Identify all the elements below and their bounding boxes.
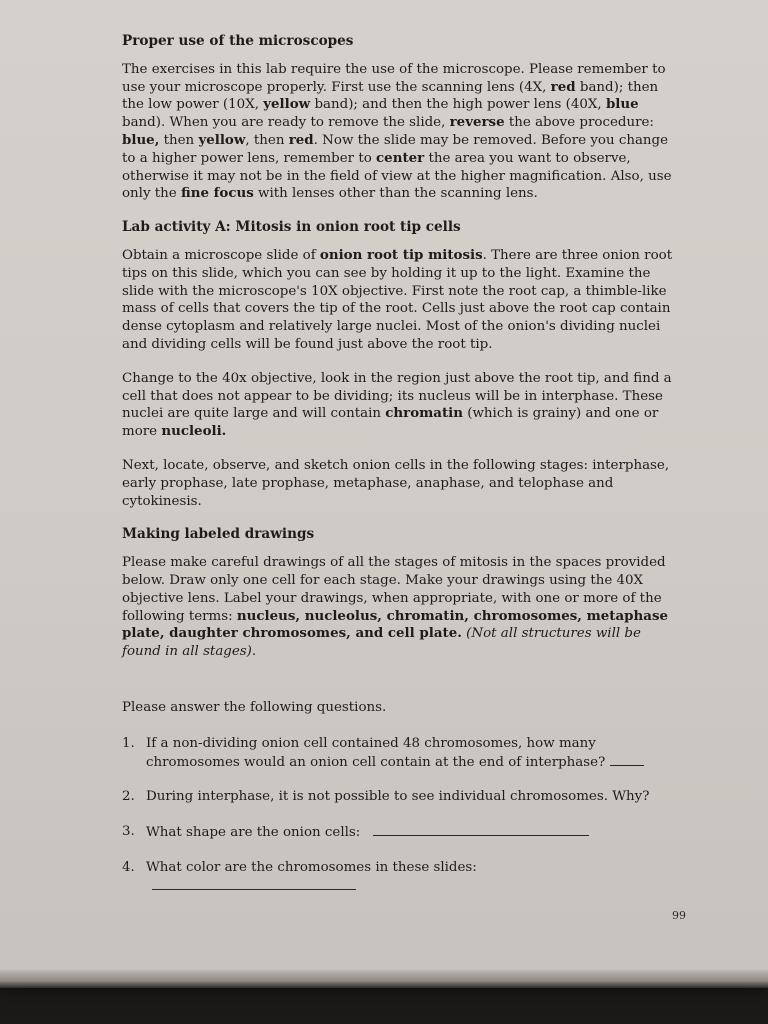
answer-blank-4 xyxy=(152,877,356,890)
page-edge xyxy=(0,970,768,988)
text-run: . There are three onion root tips on this slide, which you can see by holding it up to the light. Examine the slide with the microscope's 10X objective. First note the root cap, a thimble-like mass of cells that covers the tip of the root. Cells just above the root cap contain dense cytoplasm and relatively large nuclei. Most of the onion's dividing nuclei and dividing cells will be found just above the root tip. xyxy=(122,247,673,352)
bold-term: chromatin xyxy=(385,405,463,422)
text-run: (which is grainy) and one or more xyxy=(122,406,659,440)
question-number: 2. xyxy=(122,789,135,805)
bold-term: blue, xyxy=(122,131,160,148)
question-number: 1. xyxy=(122,735,135,751)
question-item xyxy=(122,859,682,896)
question-text-4: What color are the chromosomes in these slides: xyxy=(146,859,477,875)
bold-term: red xyxy=(550,78,576,95)
text-run: Obtain a microscope slide of xyxy=(122,247,320,263)
text-run: Next, locate, observe, and sketch onion cells in the following stages: interphase, early prophase, late prophase, metaphase, anaphase, and telophase and cytokinesis. xyxy=(122,457,670,509)
text-run: band). When you are ready to remove the slide, xyxy=(122,115,450,131)
text-run: band); and then the high power lens (40X, xyxy=(310,97,606,113)
question-text-2: During interphase, it is not possible to see individual chromosomes. Why? xyxy=(146,789,650,805)
question-text-3: What shape are the onion cells: xyxy=(146,825,361,841)
text-run: Please make careful drawings of all the stages of mitosis in the spaces provided below. Draw only one cell for each stage. Make your drawings using the 40X objective lens. Label your drawings, when appropriate, with one or more of the following terms: xyxy=(122,555,666,624)
bold-term: yellow xyxy=(263,96,311,113)
bold-term: reverse xyxy=(449,114,505,131)
questions-list xyxy=(122,735,682,896)
question-number: 3. xyxy=(122,824,135,840)
text-run: the above procedure: xyxy=(504,115,654,131)
question-text-1: If a non-dividing onion cell contained 48 chromosomes, how many chromosomes would an onion cell contain at the end of interphase? xyxy=(146,735,606,770)
italic-note: (Not all structures will be found in all stages) xyxy=(122,626,641,660)
answer-blank-3 xyxy=(373,823,589,836)
question-item xyxy=(122,735,682,772)
drawings-heading: Making labeled drawings xyxy=(122,526,315,543)
bold-term: onion root tip mitosis xyxy=(319,246,483,263)
lab-activity-heading: Lab activity A: Mitosis in onion root tip cells xyxy=(122,219,461,236)
text-run: then xyxy=(159,132,199,148)
text-run: with lenses other than the scanning lens. xyxy=(253,186,538,202)
text-run: , then xyxy=(245,132,289,148)
bold-term: red xyxy=(288,131,314,148)
page-number: 99 xyxy=(672,909,686,922)
microscope-paragraph xyxy=(122,61,682,203)
bold-term: center xyxy=(376,149,425,166)
text-run: Change to the 40x objective, look in the region just above the root tip, and find a cell that does not appear to be dividing; its nucleus will be in interphase. These nuclei are quite large and will contain xyxy=(122,370,672,422)
lab-activity-paragraph-3 xyxy=(122,457,682,510)
microscope-heading: Proper use of the microscopes xyxy=(122,33,354,49)
bold-term: fine focus xyxy=(180,185,254,202)
bold-term: nucleoli. xyxy=(161,423,227,440)
question-item xyxy=(122,823,682,842)
text-run: . xyxy=(251,644,257,660)
bold-term: nucleus, nucleolus, chromatin, chromosomes, metaphase plate, daughter chromosomes, and cell plate. xyxy=(122,607,668,642)
text-run: . Now the slide may be removed. Before you change to a higher power lens, remember to xyxy=(122,132,669,166)
bold-term: yellow xyxy=(198,131,246,148)
question-number: 4. xyxy=(122,859,135,875)
drawings-paragraph xyxy=(122,554,682,661)
question-text xyxy=(146,823,682,842)
question-text xyxy=(146,859,682,896)
text-run: band); then the low power (10X, xyxy=(122,79,659,113)
page-content xyxy=(122,33,682,912)
text-run: The exercises in this lab require the use of the microscope. Please remember to use your microscope properly. First use the scanning lens (4X, xyxy=(122,61,666,95)
answer-blank-1 xyxy=(610,753,644,766)
question-text xyxy=(146,735,682,772)
question-item xyxy=(122,788,682,806)
questions-intro: Please answer the following questions. xyxy=(122,699,387,715)
lab-activity-paragraph-1 xyxy=(122,247,682,354)
text-run: the area you want to observe, otherwise it may not be in the field of view at the higher magnification. Also, use only the xyxy=(122,150,672,202)
bold-term: blue xyxy=(605,96,639,113)
lab-activity-paragraph-2 xyxy=(122,370,682,441)
